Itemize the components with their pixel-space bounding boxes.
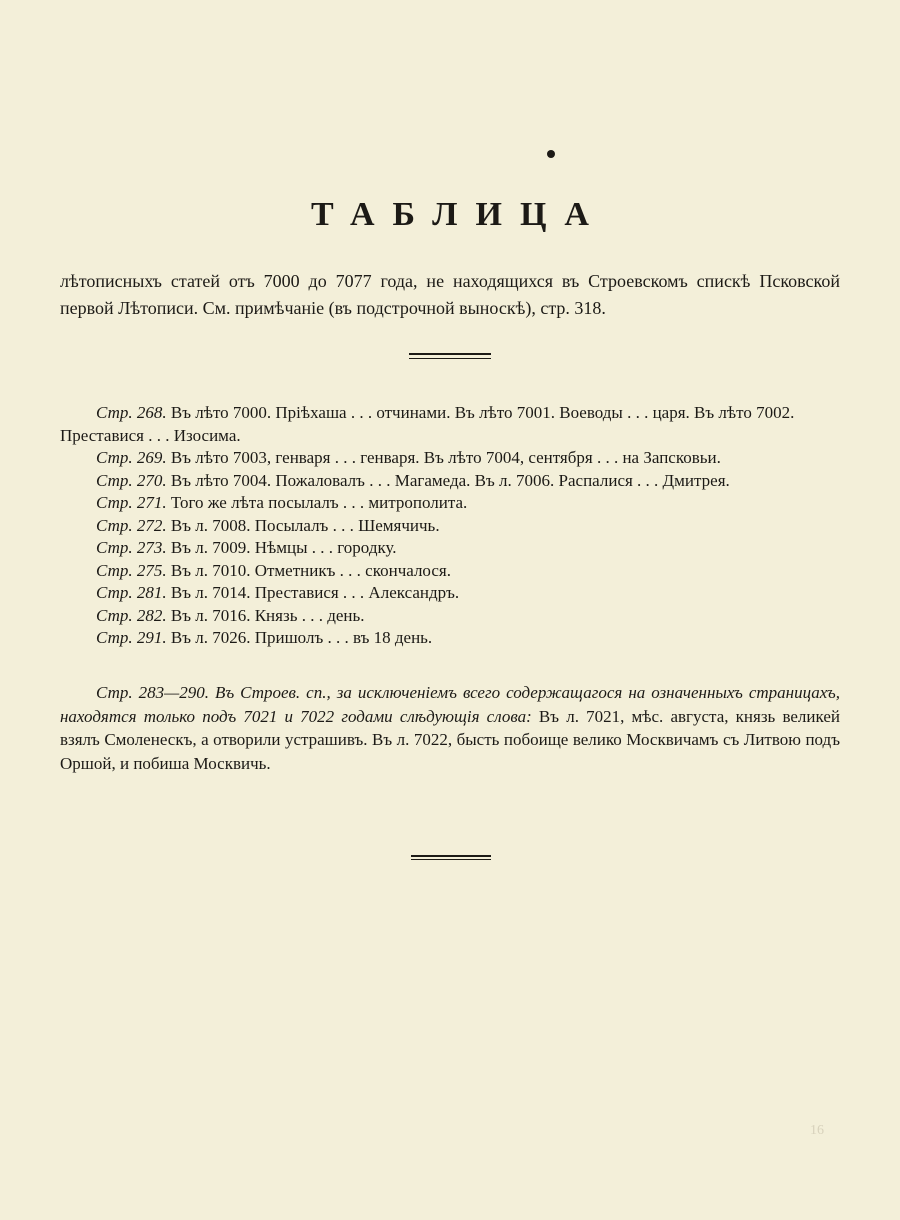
entry-text: Въ л. 7014. Преставися . . . Александръ. <box>170 583 460 602</box>
page-ref: Стр. 291. <box>96 628 167 647</box>
page-ref: Стр. 271. <box>96 493 167 512</box>
list-item <box>60 560 840 583</box>
note-text: Въ л. 7021, мѣс. августа, князь великей взялъ Смоленескъ, а отворили устрашивъ. Въ л. 7022, бысть побоище велико Москвичамъ съ Литвою подъ Оршой, и побиша Москвичь. <box>60 706 840 773</box>
end-rule <box>411 855 491 860</box>
entry-text: Въ л. 7016. Князь . . . день. <box>170 605 365 625</box>
list-item <box>60 492 840 515</box>
page-ref: Стр. 273. <box>96 538 167 557</box>
entry-text: Въ л. 7010. Отметникъ . . . скончалося. <box>170 560 451 580</box>
divider-rule <box>409 353 491 359</box>
list-item <box>60 582 840 605</box>
list-item <box>60 537 840 560</box>
entry-text: Въ л. 7008. Посылалъ . . . Шемячичь. <box>170 515 440 535</box>
entry-text: Того же лѣта посылалъ . . . митрополита. <box>170 493 468 512</box>
note-italic: Стр. 283—290. Въ Строев. сп., за исключеніемъ всего содержащагося на означенныхъ страницахъ, находятся только подъ 7021 и 7022 годами слѣдующія слова: <box>60 683 840 726</box>
list-item <box>60 515 840 538</box>
page-ref: Стр. 282. <box>96 605 167 625</box>
entry-text: Въ лѣто 7004. Пожаловалъ . . . Магамеда. Въ л. 7006. Распалися . . . Дмитрея. <box>170 470 730 490</box>
page-number: 16 <box>810 1123 824 1138</box>
list-item <box>60 470 840 493</box>
page-ref: Стр. 275. <box>96 560 167 580</box>
ornament-dot <box>547 150 555 158</box>
list-item <box>60 402 840 447</box>
page-title: ТАБЛИЦА <box>311 196 607 233</box>
page-ref: Стр. 268. <box>96 403 167 422</box>
entry-text: Въ л. 7026. Пришолъ . . . въ 18 день. <box>170 628 433 647</box>
page-ref: Стр. 272. <box>96 515 167 535</box>
page-ref: Стр. 269. <box>96 448 167 467</box>
list-item <box>60 447 840 470</box>
entry-text: Въ лѣто 7000. Пріѣхаша . . . отчинами. Въ лѣто 7001. Воеводы . . . царя. Въ лѣто 7002. Преставися . . . Изосима. <box>60 403 795 445</box>
page-subtitle: лѣтописныхъ статей отъ 7000 до 7077 года, не находящихся въ Строевскомъ спискѣ Псковской первой Лѣтописи. См. примѣчаніе (въ подстрочной выноскѣ), стр. 318. <box>60 271 840 318</box>
page-ref: Стр. 270. <box>96 470 167 490</box>
entry-text: Въ л. 7009. Нѣмцы . . . городку. <box>170 538 397 557</box>
entries-list <box>60 402 840 650</box>
list-item <box>60 627 840 650</box>
entry-text: Въ лѣто 7003, генваря . . . генваря. Въ лѣто 7004, сентября . . . на Запсковьи. <box>170 448 721 467</box>
list-item <box>60 605 840 628</box>
footnote-paragraph <box>60 681 840 775</box>
page-ref: Стр. 281. <box>96 583 167 602</box>
